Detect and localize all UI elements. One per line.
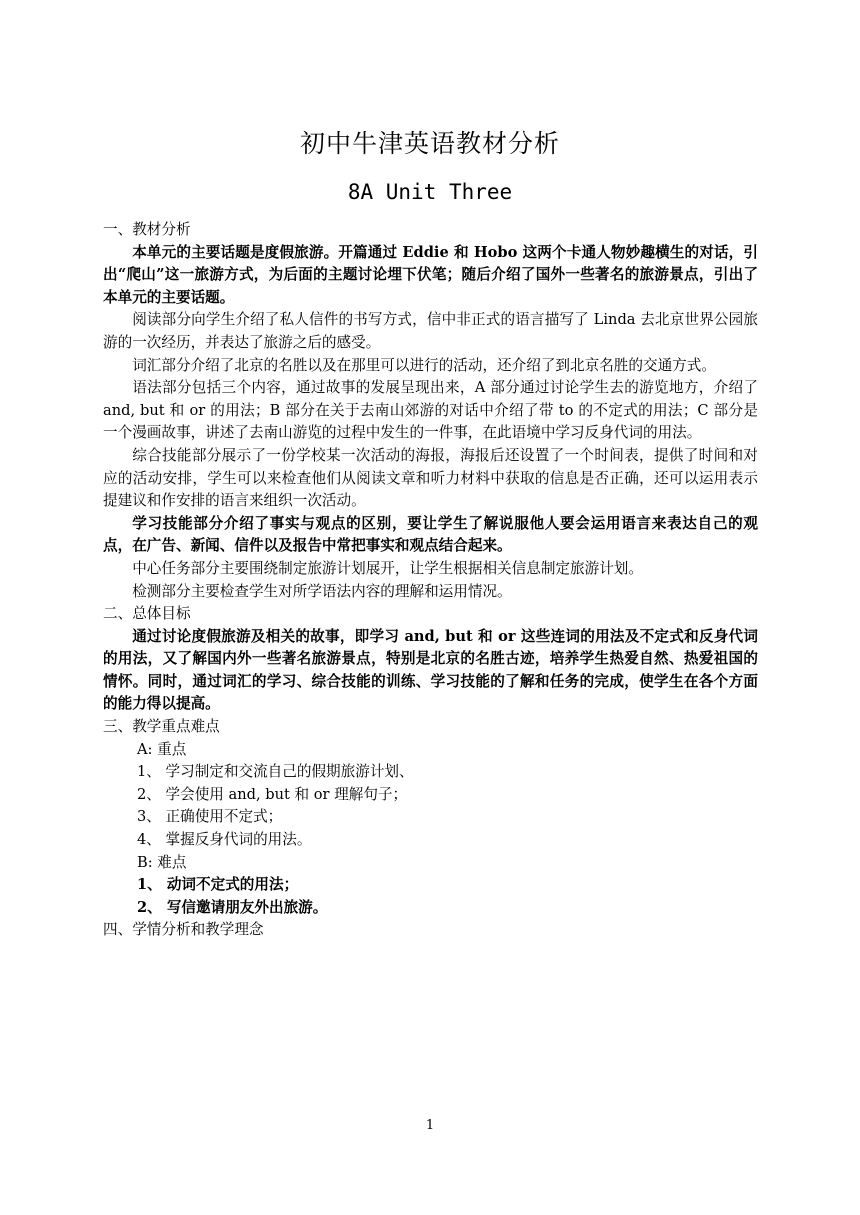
list-item: 3、 正确使用不定式； [137,808,283,826]
paragraph: 语法部分包括三个内容，通过故事的发展呈现出来，A 部分通过讨论学生去的游览地方，介绍了 and, but 和 or 的用法；B 部分在关于去南山郊游的对话中介绍了带 to 的不定式的用法；C 部分是一个漫画故事，讲述了去南山游览的过程中发生的一件事，在此语境中学习反身代词的用法。 [103,379,758,442]
list-item: 1、 学习制定和交流自己的假期旅游计划、 [137,763,414,781]
page-number: 1 [425,1118,435,1133]
document-body [103,219,758,942]
list-item: 2、 学会使用 and, but 和 or 理解句子； [137,785,408,803]
paragraph: 检测部分主要检查学生对所学语法内容的理解和运用情况。 [132,582,512,600]
paragraph: 阅读部分向学生介绍了私人信件的书写方式，信中非正式的语言描写了 Linda 去北京世界公园旅游的一次经历，并表达了旅游之后的感受。 [103,311,758,351]
section-heading-1: 一、教材分析 [103,221,191,238]
section-heading-4: 四、学情分析和教学理念 [103,921,264,939]
key-points-label: A: 重点 [137,740,187,758]
section-heading-2: 二、总体目标 [103,605,191,623]
paragraph: 学习技能部分介绍了事实与观点的区别，要让学生了解说服他人要会运用语言来表达自己的观点，在广告、新闻、信件以及报告中常把事实和观点结合起来。 [103,514,758,555]
paragraph: 中心任务部分主要围绕制定旅游计划展开，让学生根据相关信息制定旅游计划。 [132,559,643,577]
paragraph: 词汇部分介绍了北京的名胜以及在那里可以进行的活动，还介绍了到北京名胜的交通方式。 [132,356,716,374]
list-item: 1、 动词不定式的用法； [137,876,299,894]
document-title: 初中牛津英语教材分析 [299,129,560,158]
list-item: 2、 写信邀请朋友外出旅游。 [137,898,328,916]
paragraph: 本单元的主要话题是度假旅游。开篇通过 Eddie 和 Hobo 这两个卡通人物妙趣横生的对话，引出“爬山”这一旅游方式，为后面的主题讨论埋下伏笔；随后介绍了国外一些著名的旅游景点，引出了本单元的主要话题。 [103,243,758,306]
document-subtitle: 8A Unit Three [347,180,513,204]
difficulties-label: B: 难点 [137,853,187,871]
section-heading-3: 三、教学重点难点 [103,718,220,736]
list-item: 4、 掌握反身代词的用法。 [137,831,312,849]
paragraph: 通过讨论度假旅游及相关的故事，即学习 and, but 和 or 这些连词的用法及不定式和反身代词的用法，又了解国内外一些著名旅游景点，特别是北京的名胜古迹，培养学生热爱自然、热爱祖国的情怀。同时，通过词汇的学习、综合技能的训练、学习技能的了解和任务的完成，使学生在各个方面的能力得以提高。 [103,627,758,713]
paragraph: 综合技能部分展示了一份学校某一次活动的海报，海报后还设置了一个时间表，提供了时间和对应的活动安排，学生可以来检查他们从阅读文章和听力材料中获取的信息是否正确，还可以运用表示提建议和作安排的语言来组织一次活动。 [103,446,758,510]
